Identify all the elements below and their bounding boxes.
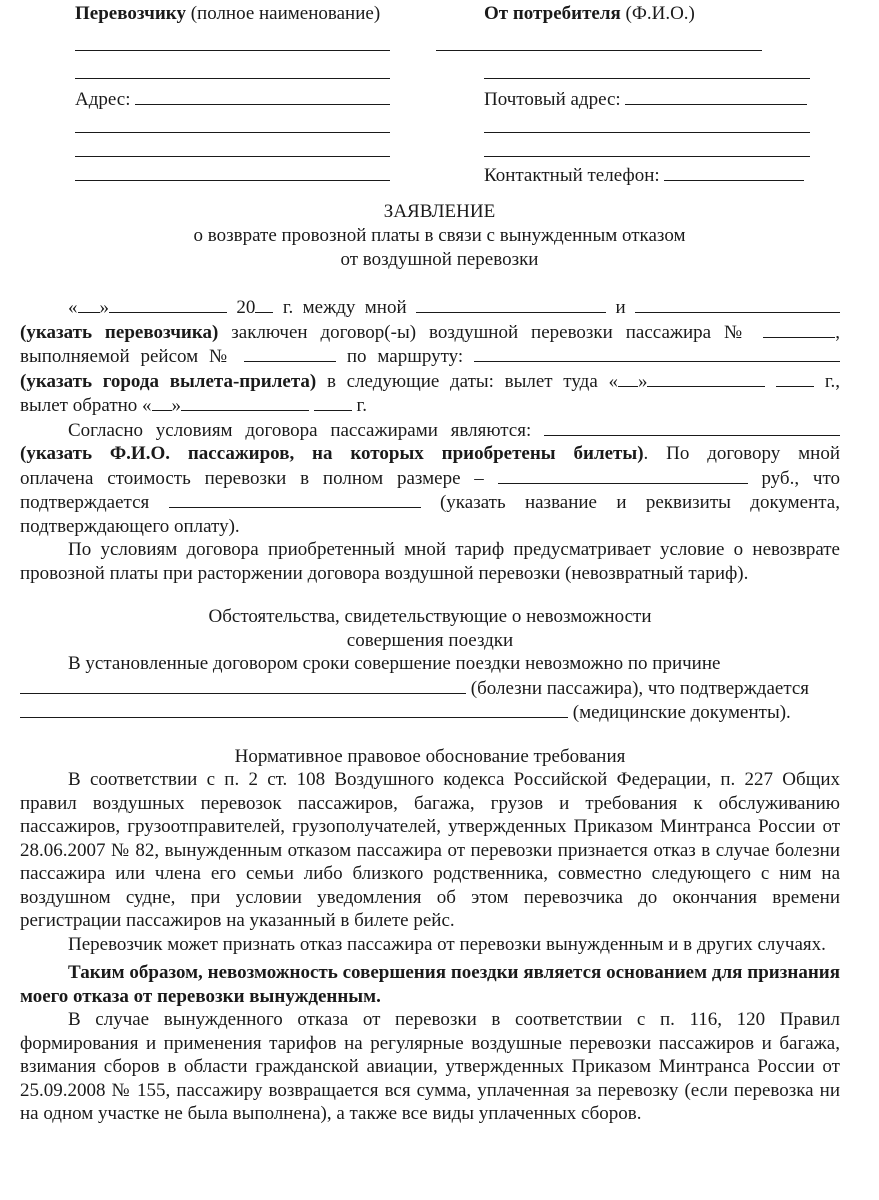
sender-block — [436, 2, 836, 188]
para3: По условиям договора приобретенный мной тариф предусматривает условие о невозврате провозной платы при расторжении договора воздушной перевозки (невозвратный тариф). — [20, 539, 840, 584]
address-label: Адрес: — [75, 89, 131, 110]
recipient-name-line-2 — [75, 62, 405, 86]
section1-line3-text: (медицинские документы). — [572, 702, 791, 723]
section1-line2-text: (болезни пассажира), что подтверждается — [470, 677, 810, 699]
recipient-note-text: (полное наименование) — [190, 3, 381, 24]
para2-line4 — [20, 490, 840, 515]
section2-p3: Таким образом, невозможность совершения поездки является основанием для признания моего отказа от перевозки вынужденным. — [20, 962, 840, 1007]
section2-p4: В случае вынужденного отказа от перевозки в соответствии с п. 116, 120 Правил формирования и применения тарифов на регулярные воздушные перевозки пассажиров и багажа, взимания сборов в области гражданской авиации, утвержденных Приказом Минтранса России от 25.09.2008 № 155, пассажиру возвращается вся сумма, уплаченная за перевозку (если перевозка ни на одном участке не была выполнена), а также все виды уплаченных сборов. — [20, 1009, 840, 1124]
recipient-title — [75, 2, 405, 26]
flight-text: выполняемой рейсом № — [20, 346, 234, 367]
recipient-address-line-2 — [75, 116, 405, 140]
document-title — [0, 200, 879, 272]
document-body — [20, 295, 840, 1126]
sender-title — [436, 2, 836, 26]
year-suffix: г. между мной — [282, 297, 407, 318]
recipient-block — [75, 2, 405, 188]
sender-postal-line-3 — [436, 140, 836, 164]
section1-line2 — [20, 676, 840, 701]
para2-text5: (указать название и реквизиты документа, — [439, 492, 840, 513]
para1-line4: (указать города вылета-прилета) в следующие даты: вылет туда « » г., — [20, 370, 841, 392]
recipient-address-line-3 — [75, 140, 405, 164]
route-text: по маршруту: — [346, 346, 464, 367]
para2-text2: . По договору мной — [643, 443, 840, 464]
carrier-hint: (указать перевозчика) — [20, 321, 219, 343]
title-main: ЗАЯВЛЕНИЕ — [383, 201, 496, 222]
sender-postal-line-2 — [436, 116, 836, 140]
para2-text6: подтверждающего оплату). — [20, 515, 240, 537]
cities-hint: (указать города вылета-прилета) — [20, 370, 317, 392]
para2-line1 — [20, 418, 840, 443]
sender-label: От потребителя — [484, 3, 621, 24]
passengers-hint: (указать Ф.И.О. пассажиров, на которых приобретены билеты) — [20, 443, 644, 464]
sender-name-line-2 — [436, 62, 836, 86]
para1-line5: вылет обратно « » г. — [20, 395, 367, 416]
section1-heading-2: совершения поездки — [346, 629, 514, 651]
section1-heading-1: Обстоятельства, свидетельствующие о невозможности — [208, 606, 652, 627]
quote-open: « — [68, 297, 78, 318]
sender-name-line — [436, 34, 836, 58]
dates-text: в следующие даты: вылет туда « — [326, 370, 618, 392]
para2-text4: подтверждается — [20, 492, 150, 513]
title-sub-2: от воздушной перевозки — [340, 249, 539, 270]
return-text: вылет обратно « — [20, 395, 152, 416]
recipient-address-line-4 — [75, 164, 405, 188]
section2-p2: Перевозчик может признать отказ пассажира от перевозки вынужденным и в других случаях. — [68, 933, 826, 955]
contact-phone-label: Контактный телефон: — [484, 165, 660, 186]
sender-phone-line — [436, 164, 836, 188]
para1-line3 — [20, 344, 840, 369]
recipient-address-line — [75, 88, 405, 112]
sender-note: (Ф.И.О.) — [625, 3, 695, 24]
recipient-name-line — [75, 34, 405, 58]
section1-line1: В установленные договором сроки совершение поездки невозможно по причине — [68, 653, 721, 674]
g-label: г., — [824, 370, 841, 392]
sender-postal-line — [436, 88, 836, 112]
title-sub-1: о возврате провозной платы в связи с вынужденным отказом — [193, 225, 686, 246]
para1-line2: (указать перевозчика) заключен договор(-ы) воздушной перевозки пассажира № , — [20, 321, 840, 343]
and-word: и — [615, 297, 626, 318]
para2-text3: оплачена стоимость перевозки в полном размере – — [20, 467, 484, 489]
g-end-label: г. — [356, 395, 367, 416]
rub-label: руб., что — [761, 467, 841, 489]
para1-line1 — [20, 295, 840, 320]
section2-p1: В соответствии с п. 2 ст. 108 Воздушного кодекса Российской Федерации, п. 227 Общих правил воздушных перевозок пассажиров, багажа, грузов и требования к обслуживанию пассажиров, грузоотправителей, грузополучателей, утвержденных Приказом Минтранса России от 28.06.2007 № 82, вынужденным отказом пассажира от перевозки признается отказ в случае болезни пассажира или члена его семьи либо близкого родственника, совместно следующего с ним на воздушном судне, при условии уведомления об этом перевозчика до окончания времени регистрации пассажиров на указанный в билете рейс. — [20, 769, 840, 931]
section2-heading: Нормативное правовое обоснование требования — [234, 745, 626, 767]
postal-address-label: Почтовый адрес: — [484, 89, 621, 110]
para2-text1: Согласно условиям договора пассажирами являются: — [68, 419, 532, 441]
contract-text: заключен договор(-ы) воздушной перевозки пассажира № — [231, 321, 751, 343]
quote-close: » — [99, 297, 109, 318]
year-prefix: 20 — [236, 297, 256, 318]
section1-line3 — [20, 700, 840, 725]
recipient-label: Перевозчику — [75, 3, 186, 24]
para2-line2 — [20, 442, 840, 466]
para2-line5 — [20, 515, 840, 539]
para2-line3 — [20, 466, 840, 491]
